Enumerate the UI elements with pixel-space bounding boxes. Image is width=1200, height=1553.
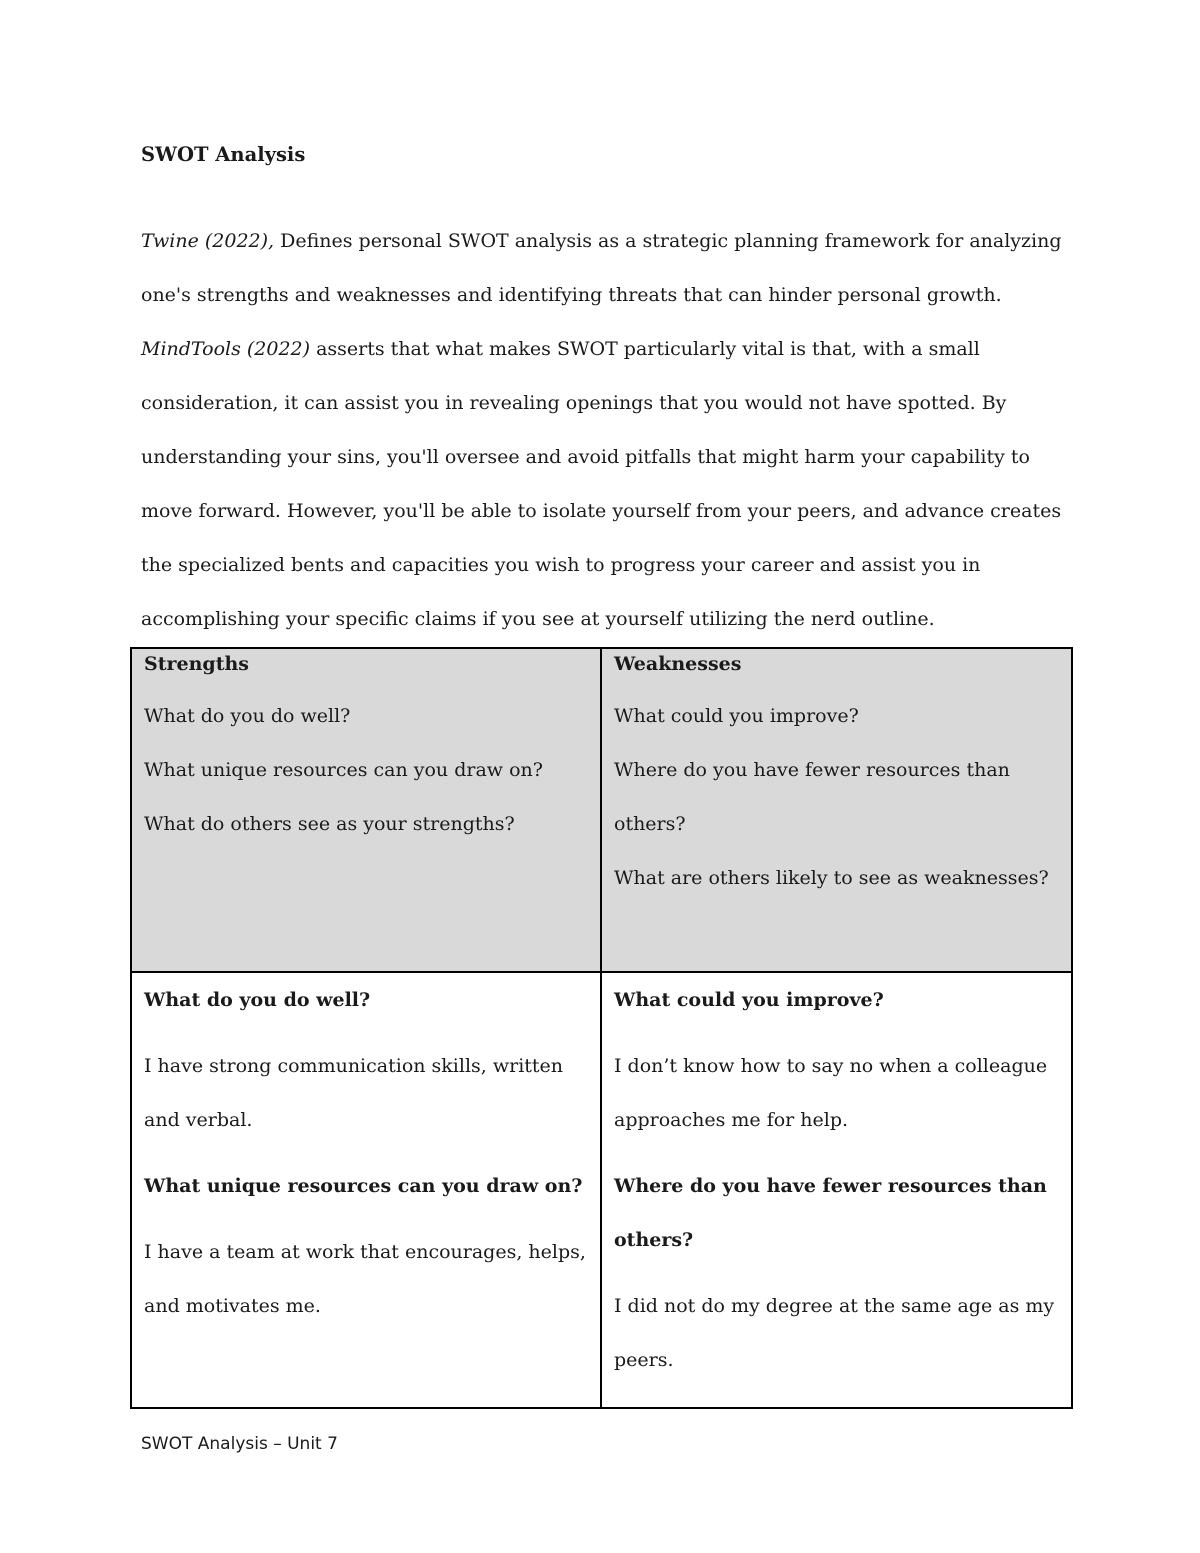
paragraph-line: consideration, it can assist you in revealing openings that you would not have spotted. By [141, 392, 1007, 414]
strengths-answers-cell [131, 972, 601, 1408]
strengths-question: What unique resources can you draw on? [144, 759, 543, 781]
answer-text: I don’t know how to say no when a colleague [614, 1055, 1048, 1077]
paragraph-line: accomplishing your specific claims if you see at yourself utilizing the nerd outline. [141, 608, 935, 630]
answer-text: I did not do my degree at the same age as my [614, 1295, 1055, 1317]
strengths-question: What do you do well? [144, 705, 351, 727]
paragraph-line: understanding your sins, you'll oversee and avoid pitfalls that might harm your capability to [141, 446, 1030, 468]
answer-question: What could you improve? [614, 989, 884, 1011]
intro-paragraph [141, 214, 1066, 646]
citation: Twine (2022), [141, 230, 275, 252]
answer-text: approaches me for help. [614, 1109, 849, 1131]
swot-header-row [131, 648, 1072, 972]
page-footer: SWOT Analysis – Unit 7 [141, 1434, 338, 1454]
citation: MindTools (2022) [141, 338, 311, 360]
paragraph-line: one's strengths and weaknesses and identifying threats that can hinder personal growth. [141, 284, 1002, 306]
answer-text: I have a team at work that encourages, helps, [144, 1241, 586, 1263]
answer-text: peers. [614, 1349, 674, 1371]
weaknesses-cell [601, 648, 1072, 972]
strengths-title: Strengths [144, 653, 249, 675]
weaknesses-question: What could you improve? [614, 705, 859, 727]
answer-text: and verbal. [144, 1109, 253, 1131]
strengths-cell [131, 648, 601, 972]
paragraph-line: the specialized bents and capacities you wish to progress your career and assist you in [141, 554, 981, 576]
weaknesses-question: What are others likely to see as weaknesses? [614, 867, 1049, 889]
swot-answers-row [131, 972, 1072, 1408]
document-heading: SWOT Analysis [141, 143, 306, 166]
answer-question: Where do you have fewer resources than [614, 1175, 1047, 1197]
swot-table [130, 647, 1073, 1409]
answer-question: What do you do well? [144, 989, 371, 1011]
paragraph-line: move forward. However, you'll be able to isolate yourself from your peers, and advance creates [141, 500, 1062, 522]
strengths-question: What do others see as your strengths? [144, 813, 515, 835]
answer-text: and motivates me. [144, 1295, 321, 1317]
answer-text: I have strong communication skills, written [144, 1055, 564, 1077]
answer-question: others? [614, 1229, 694, 1251]
paragraph-line: Twine (2022), Defines personal SWOT analysis as a strategic planning framework for analyzing [141, 230, 1062, 252]
weaknesses-answers-cell [601, 972, 1072, 1408]
weaknesses-question: Where do you have fewer resources than [614, 759, 1010, 781]
answer-question: What unique resources can you draw on? [144, 1175, 583, 1197]
weaknesses-title: Weaknesses [614, 653, 742, 675]
weaknesses-question: others? [614, 813, 686, 835]
paragraph-line: MindTools (2022) asserts that what makes SWOT particularly vital is that, with a small [141, 338, 980, 360]
